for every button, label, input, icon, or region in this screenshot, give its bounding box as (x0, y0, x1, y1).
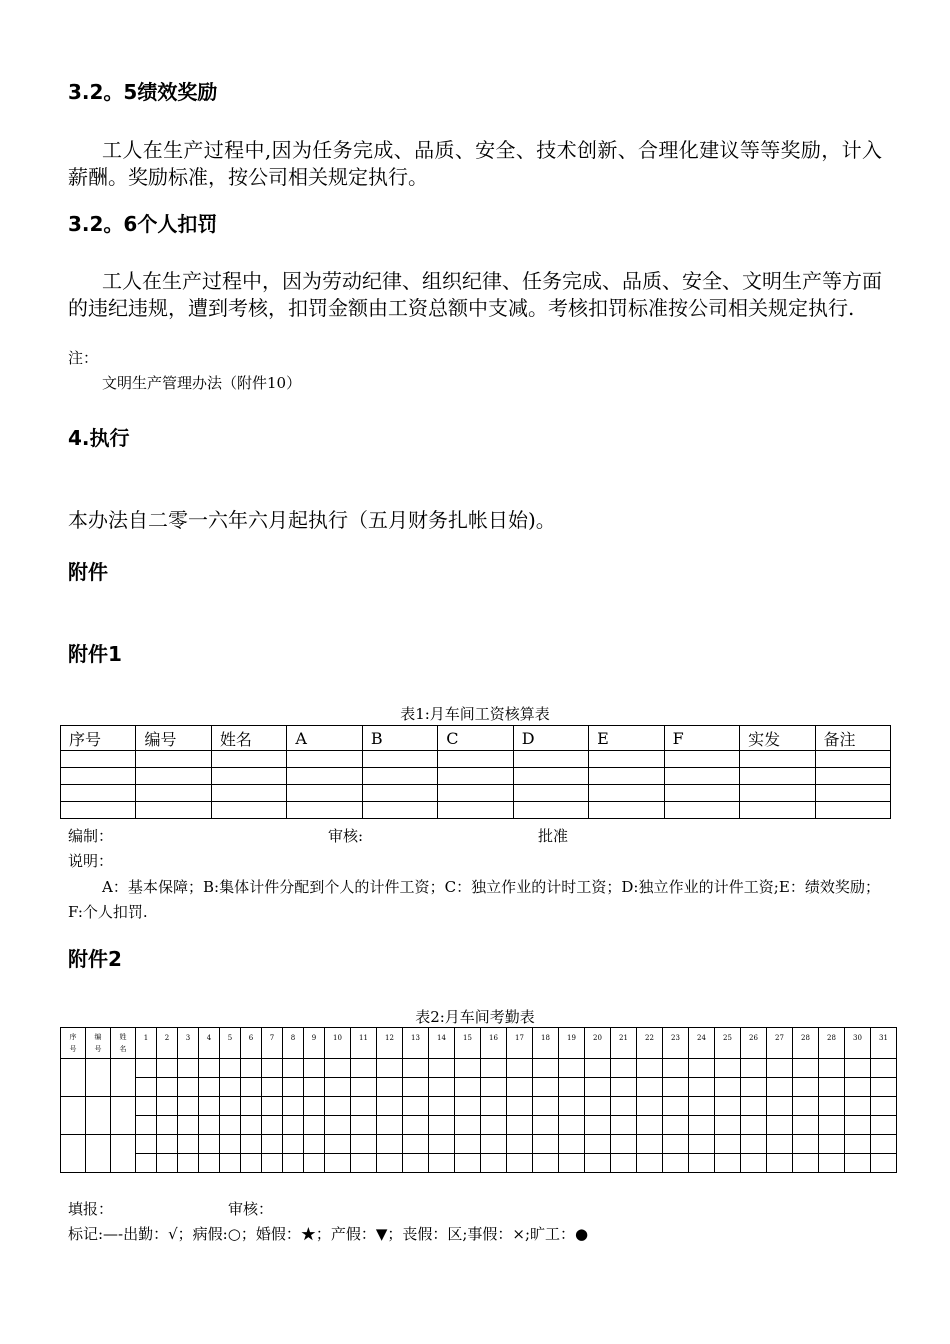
day-cell (283, 1116, 304, 1135)
day-cell (663, 1154, 689, 1173)
day-cell (611, 1154, 637, 1173)
seq-header (61, 1028, 86, 1059)
day-cell (689, 1135, 715, 1154)
day-cell (793, 1059, 819, 1078)
note-label: 注： (68, 349, 99, 367)
day-header: 20 (585, 1028, 611, 1059)
day-cell (136, 1154, 157, 1173)
day-cell (819, 1097, 845, 1116)
person-cell (61, 1097, 86, 1135)
day-cell (429, 1059, 455, 1078)
sign-review: 审核: (328, 827, 364, 845)
day-cell (819, 1135, 845, 1154)
day-cell (637, 1116, 663, 1135)
day-cell (136, 1135, 157, 1154)
table-row (61, 1059, 897, 1078)
day-cell (178, 1059, 199, 1078)
day-header: 14 (429, 1028, 455, 1059)
day-cell (351, 1154, 377, 1173)
day-cell (819, 1059, 845, 1078)
id-header-first-char: 编 (94, 1033, 102, 1041)
day-cell (741, 1154, 767, 1173)
day-cell (819, 1154, 845, 1173)
table-row (61, 785, 891, 802)
day-header: 3 (178, 1028, 199, 1059)
day-cell (262, 1097, 283, 1116)
day-cell (199, 1135, 220, 1154)
day-cell (845, 1097, 871, 1116)
day-cell (325, 1078, 351, 1097)
day-cell (741, 1116, 767, 1135)
day-cell (325, 1116, 351, 1135)
day-cell (304, 1135, 325, 1154)
header-cell: B (362, 726, 437, 751)
day-cell (767, 1059, 793, 1078)
day-cell (199, 1097, 220, 1116)
day-header: 26 (741, 1028, 767, 1059)
day-cell (767, 1135, 793, 1154)
day-cell (793, 1154, 819, 1173)
table-row (61, 1135, 897, 1154)
day-cell (283, 1135, 304, 1154)
header-cell: 实发 (740, 726, 815, 751)
day-cell (199, 1078, 220, 1097)
day-cell (304, 1059, 325, 1078)
day-cell (283, 1078, 304, 1097)
header-cell: 编号 (136, 726, 211, 751)
day-cell (715, 1078, 741, 1097)
day-cell (533, 1097, 559, 1116)
day-cell (262, 1059, 283, 1078)
salary-table-header-row (61, 726, 891, 751)
day-cell (871, 1116, 897, 1135)
day-cell (241, 1097, 262, 1116)
day-header: 2 (157, 1028, 178, 1059)
day-cell (241, 1078, 262, 1097)
day-cell (559, 1097, 585, 1116)
day-cell (559, 1059, 585, 1078)
day-cell (637, 1078, 663, 1097)
day-cell (220, 1116, 241, 1135)
header-cell: E (589, 726, 664, 751)
day-cell (871, 1097, 897, 1116)
day-cell (559, 1135, 585, 1154)
day-cell (507, 1116, 533, 1135)
day-cell (637, 1059, 663, 1078)
day-cell (481, 1154, 507, 1173)
day-cell (199, 1059, 220, 1078)
section-4-title: 4.执行 (68, 426, 130, 450)
day-cell (325, 1059, 351, 1078)
day-cell (585, 1078, 611, 1097)
day-cell (767, 1116, 793, 1135)
day-cell (304, 1097, 325, 1116)
table-row (61, 802, 891, 819)
day-cell (325, 1097, 351, 1116)
day-cell (429, 1135, 455, 1154)
day-cell (136, 1078, 157, 1097)
day-cell (533, 1059, 559, 1078)
day-header: 16 (481, 1028, 507, 1059)
day-cell (220, 1135, 241, 1154)
day-header: 15 (455, 1028, 481, 1059)
day-cell (403, 1116, 429, 1135)
day-cell (611, 1097, 637, 1116)
day-cell (304, 1078, 325, 1097)
day-cell (585, 1116, 611, 1135)
day-cell (559, 1078, 585, 1097)
day-header: 23 (663, 1028, 689, 1059)
day-cell (157, 1078, 178, 1097)
name-header (111, 1028, 136, 1059)
day-cell (199, 1154, 220, 1173)
day-cell (793, 1135, 819, 1154)
day-cell (637, 1154, 663, 1173)
day-cell (429, 1097, 455, 1116)
day-cell (455, 1135, 481, 1154)
person-cell (111, 1097, 136, 1135)
day-cell (157, 1097, 178, 1116)
explain-text: A：基本保障；B:集体计件分配到个人的计件工资；C：独立作业的计时工资；D:独立作业的计件工资;E：绩效奖励；F:个人扣罚. (68, 878, 880, 921)
day-cell (845, 1059, 871, 1078)
table-row (61, 1116, 897, 1135)
person-cell (61, 1059, 86, 1097)
day-cell (220, 1097, 241, 1116)
name-header-second-char: 名 (119, 1045, 127, 1053)
day-cell (455, 1097, 481, 1116)
day-cell (741, 1078, 767, 1097)
day-cell (455, 1059, 481, 1078)
day-cell (377, 1135, 403, 1154)
day-header: 11 (351, 1028, 377, 1059)
id-header (86, 1028, 111, 1059)
person-cell (86, 1135, 111, 1173)
person-cell (111, 1135, 136, 1173)
day-cell (241, 1116, 262, 1135)
day-cell (507, 1078, 533, 1097)
sign-review-2: 审核： (228, 1200, 274, 1218)
day-cell (611, 1059, 637, 1078)
day-cell (741, 1097, 767, 1116)
day-cell (429, 1078, 455, 1097)
day-cell (767, 1078, 793, 1097)
table-1-caption: 表1:月车间工资核算表 (400, 705, 550, 723)
day-cell (533, 1116, 559, 1135)
day-cell (262, 1116, 283, 1135)
table-row (61, 1097, 897, 1116)
day-cell (741, 1135, 767, 1154)
day-cell (157, 1116, 178, 1135)
day-cell (325, 1135, 351, 1154)
day-header: 9 (304, 1028, 325, 1059)
day-cell (819, 1078, 845, 1097)
header-cell: 姓名 (211, 726, 286, 751)
section-3-2-6-body: 工人在生产过程中，因为劳动纪律、组织纪律、任务完成、品质、安全、文明生产等方面的违纪违规，遭到考核，扣罚金额由工资总额中支减。考核扣罚标准按公司相关规定执行. (68, 269, 882, 320)
day-cell (689, 1078, 715, 1097)
day-header: 22 (637, 1028, 663, 1059)
day-header: 12 (377, 1028, 403, 1059)
day-cell (689, 1097, 715, 1116)
day-header: 10 (325, 1028, 351, 1059)
day-cell (351, 1135, 377, 1154)
header-cell: A (287, 726, 362, 751)
day-cell (767, 1097, 793, 1116)
day-cell (157, 1059, 178, 1078)
day-cell (455, 1154, 481, 1173)
sign-fill: 填报： (68, 1200, 114, 1218)
day-cell (585, 1154, 611, 1173)
day-cell (136, 1059, 157, 1078)
day-cell (689, 1116, 715, 1135)
day-cell (220, 1078, 241, 1097)
day-cell (304, 1154, 325, 1173)
day-cell (178, 1154, 199, 1173)
day-cell (351, 1059, 377, 1078)
day-cell (241, 1059, 262, 1078)
seq-header-first-char: 序 (69, 1033, 77, 1041)
day-cell (403, 1097, 429, 1116)
day-cell (403, 1135, 429, 1154)
day-header: 25 (715, 1028, 741, 1059)
day-header: 24 (689, 1028, 715, 1059)
day-cell (377, 1059, 403, 1078)
day-cell (871, 1135, 897, 1154)
day-cell (585, 1135, 611, 1154)
day-cell (481, 1135, 507, 1154)
day-cell (845, 1078, 871, 1097)
day-cell (715, 1059, 741, 1078)
day-cell (585, 1097, 611, 1116)
day-cell (377, 1116, 403, 1135)
day-cell (663, 1097, 689, 1116)
day-cell (845, 1135, 871, 1154)
day-cell (793, 1078, 819, 1097)
day-cell (220, 1154, 241, 1173)
day-cell (283, 1059, 304, 1078)
day-cell (715, 1116, 741, 1135)
day-cell (793, 1116, 819, 1135)
day-cell (481, 1059, 507, 1078)
day-header: 28 (819, 1028, 845, 1059)
day-cell (481, 1116, 507, 1135)
day-header: 5 (220, 1028, 241, 1059)
day-cell (559, 1116, 585, 1135)
person-cell (86, 1059, 111, 1097)
day-cell (199, 1116, 220, 1135)
day-header: 4 (199, 1028, 220, 1059)
day-cell (481, 1078, 507, 1097)
day-cell (241, 1154, 262, 1173)
day-cell (351, 1097, 377, 1116)
note-item: 文明生产管理办法（附件10） (102, 374, 302, 392)
table-2-caption: 表2:月车间考勤表 (415, 1008, 535, 1026)
day-header: 28 (793, 1028, 819, 1059)
day-cell (283, 1154, 304, 1173)
day-cell (429, 1154, 455, 1173)
attendance-header-row (61, 1028, 897, 1059)
day-cell (507, 1059, 533, 1078)
day-cell (871, 1154, 897, 1173)
day-header: 7 (262, 1028, 283, 1059)
day-header: 21 (611, 1028, 637, 1059)
salary-table (60, 725, 891, 819)
day-cell (455, 1078, 481, 1097)
day-cell (377, 1097, 403, 1116)
day-header: 1 (136, 1028, 157, 1059)
day-header: 17 (507, 1028, 533, 1059)
day-cell (663, 1116, 689, 1135)
day-cell (351, 1116, 377, 1135)
attendance-table (60, 1027, 897, 1173)
day-cell (585, 1059, 611, 1078)
section-4-body: 本办法自二零一六年六月起执行（五月财务扎帐日始)。 (68, 508, 556, 532)
day-cell (715, 1154, 741, 1173)
day-cell (845, 1116, 871, 1135)
day-cell (507, 1154, 533, 1173)
sign-approve: 批准 (538, 827, 569, 845)
day-cell (507, 1097, 533, 1116)
day-cell (178, 1078, 199, 1097)
day-cell (241, 1135, 262, 1154)
day-cell (767, 1154, 793, 1173)
section-3-2-5-title: 3.2。5绩效奖励 (68, 80, 218, 104)
day-header: 8 (283, 1028, 304, 1059)
day-cell (611, 1135, 637, 1154)
day-cell (663, 1135, 689, 1154)
day-cell (136, 1097, 157, 1116)
attendance-legend: 标记:—-出勤：√；病假:○；婚假：★；产假：▼；丧假：区;事假：×;旷工：● (68, 1225, 589, 1243)
day-header: 19 (559, 1028, 585, 1059)
sign-prepare: 编制： (68, 827, 114, 845)
day-cell (377, 1078, 403, 1097)
day-header: 13 (403, 1028, 429, 1059)
day-cell (325, 1154, 351, 1173)
attachment-2-title: 附件2 (68, 947, 122, 971)
attachment-1-title: 附件1 (68, 642, 122, 666)
day-cell (533, 1154, 559, 1173)
day-cell (178, 1097, 199, 1116)
day-cell (220, 1059, 241, 1078)
day-cell (481, 1097, 507, 1116)
day-cell (455, 1116, 481, 1135)
name-header-first-char: 姓 (119, 1033, 127, 1041)
header-cell: C (438, 726, 513, 751)
day-cell (689, 1154, 715, 1173)
day-cell (351, 1078, 377, 1097)
header-cell: 备注 (815, 726, 890, 751)
day-cell (741, 1059, 767, 1078)
day-header: 18 (533, 1028, 559, 1059)
person-cell (61, 1135, 86, 1173)
day-cell (262, 1154, 283, 1173)
day-header: 6 (241, 1028, 262, 1059)
day-cell (611, 1116, 637, 1135)
section-3-2-5-body: 工人在生产过程中,因为任务完成、品质、安全、技术创新、合理化建议等等奖励，计入薪酬。奖励标准，按公司相关规定执行。 (68, 138, 882, 189)
day-header: 27 (767, 1028, 793, 1059)
table-row (61, 751, 891, 768)
seq-header-second-char: 号 (69, 1045, 77, 1053)
day-cell (178, 1116, 199, 1135)
day-header: 30 (845, 1028, 871, 1059)
day-cell (403, 1059, 429, 1078)
day-cell (533, 1135, 559, 1154)
section-3-2-6-title: 3.2。6个人扣罚 (68, 212, 218, 236)
day-cell (715, 1097, 741, 1116)
day-cell (178, 1135, 199, 1154)
day-cell (283, 1097, 304, 1116)
day-cell (136, 1116, 157, 1135)
day-cell (533, 1078, 559, 1097)
header-cell: D (513, 726, 588, 751)
day-cell (262, 1135, 283, 1154)
day-cell (377, 1154, 403, 1173)
attachments-title: 附件 (68, 560, 108, 584)
day-cell (157, 1154, 178, 1173)
day-cell (637, 1135, 663, 1154)
table-row (61, 1154, 897, 1173)
day-cell (689, 1059, 715, 1078)
day-cell (262, 1078, 283, 1097)
day-cell (845, 1154, 871, 1173)
day-cell (871, 1078, 897, 1097)
person-cell (111, 1059, 136, 1097)
day-cell (819, 1116, 845, 1135)
day-cell (429, 1116, 455, 1135)
explain-label: 说明： (68, 852, 114, 870)
table-row (61, 1078, 897, 1097)
person-cell (86, 1097, 111, 1135)
day-cell (403, 1078, 429, 1097)
day-cell (611, 1078, 637, 1097)
header-cell: F (664, 726, 739, 751)
day-cell (871, 1059, 897, 1078)
day-cell (637, 1097, 663, 1116)
day-cell (403, 1154, 429, 1173)
day-cell (793, 1097, 819, 1116)
id-header-second-char: 号 (94, 1045, 102, 1053)
day-cell (157, 1135, 178, 1154)
day-header: 31 (871, 1028, 897, 1059)
table-row (61, 768, 891, 785)
day-cell (663, 1078, 689, 1097)
day-cell (507, 1135, 533, 1154)
day-cell (663, 1059, 689, 1078)
day-cell (559, 1154, 585, 1173)
day-cell (715, 1135, 741, 1154)
header-cell: 序号 (61, 726, 136, 751)
day-cell (304, 1116, 325, 1135)
